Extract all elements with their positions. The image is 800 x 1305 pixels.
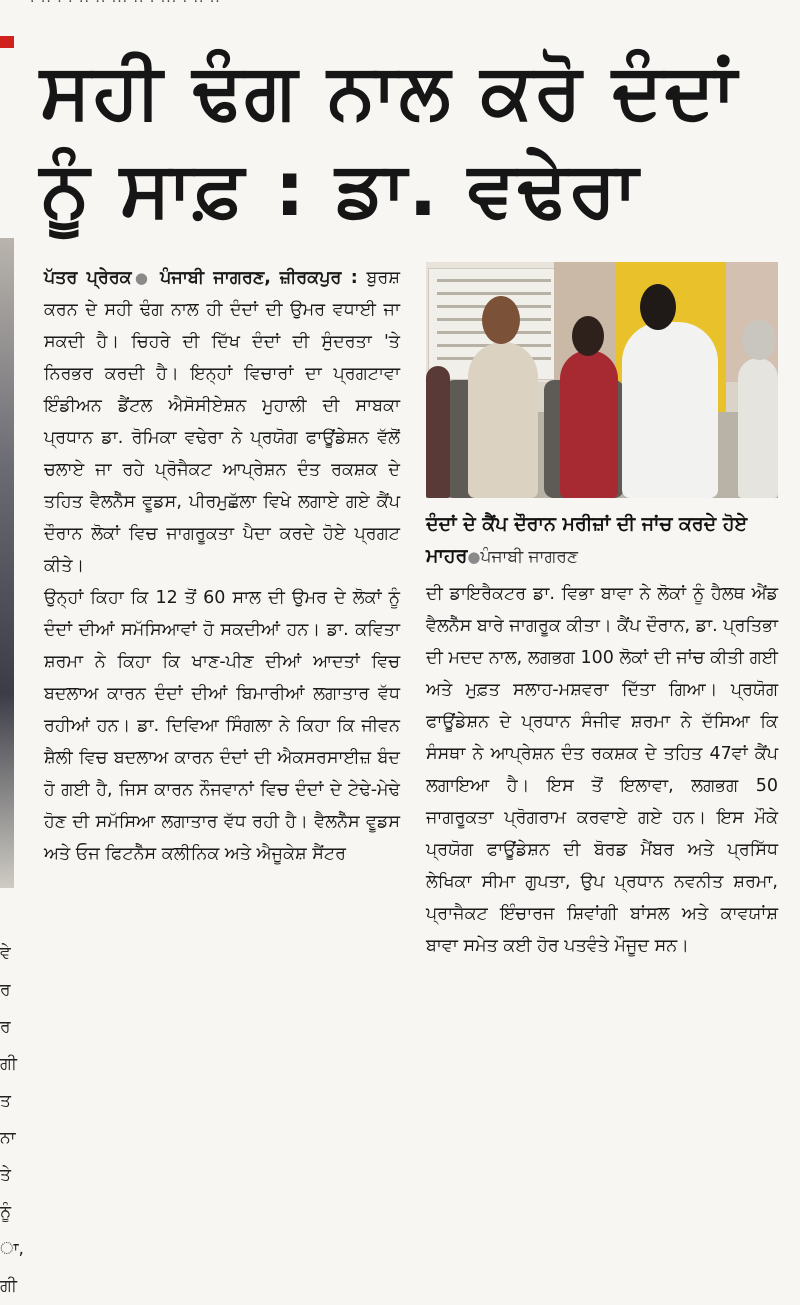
adjacent-char: ਗੀ xyxy=(0,1054,17,1074)
photo-woman-seated xyxy=(468,342,538,498)
adjacent-article-fragment xyxy=(0,220,24,1296)
byline-paper: ਪੰਜਾਬੀ ਜਾਗਰਣ, xyxy=(160,268,271,288)
red-section-marker xyxy=(0,36,14,48)
article-column-right xyxy=(426,578,778,962)
camp-photo xyxy=(426,262,778,498)
adjacent-char: ਰ xyxy=(0,1017,11,1037)
article-paragraph: ਉਨ੍ਹਾਂ ਕਿਹਾ ਕਿ 12 ਤੋਂ 60 ਸਾਲ ਦੀ ਉਮਰ ਦੇ ਲੋਕਾਂ ਨੂੰ ਦੰਦਾਂ ਦੀਆਂ ਸਮੱਸਿਆਵਾਂ ਹੋ ਸਕਦੀਆਂ ਹਨ। ਡਾ. ਕਵਿਤਾ ਸ਼ਰਮਾ ਨੇ ਕਿਹਾ ਕਿ ਖਾਣ-ਪੀਣ ਦੀਆਂ ਆਦਤਾਂ ਵਿਚ ਬਦਲਾਅ ਕਾਰਨ ਦੰਦਾਂ ਦੀਆਂ ਬਿਮਾਰੀਆਂ ਲਗਾਤਾਰ ਵੱਧ ਰਹੀਆਂ ਹਨ। ਡਾ. ਦਿਵਿਆ ਸਿੰਗਲਾ ਨੇ ਕਿਹਾ ਕਿ ਜੀਵਨ ਸ਼ੈਲੀ ਵਿਚ ਬਦਲਾਅ ਕਾਰਨ ਦੰਦਾਂ ਦੀ ਐਕਸਰਸਾਈਜ਼ ਬੰਦ ਹੋ ਗਈ ਹੈ, ਜਿਸ ਕਾਰਨ ਨੌਜਵਾਨਾਂ ਵਿਚ ਦੰਦਾਂ ਦੇ ਟੇਢੇ-ਮੇਢੇ ਹੋਣ ਦੀ ਸਮੱਸਿਆ ਲਗਾਤਾਰ ਵੱਧ ਰਹੀ ਹੈ। ਵੈਲਨੈੱਸ ਵੂਡਸ ਅਤੇ ਓਜ ਫਿਟਨੈੱਸ ਕਲੀਨਿਕ ਅਤੇ ਐਜੂਕੇਸ਼ ਸੈਂਟਰ xyxy=(44,588,400,864)
caption-dot: ● xyxy=(467,548,481,566)
adjacent-text-edge xyxy=(0,935,24,1305)
byline-dot: ● xyxy=(131,269,152,287)
article-column-left xyxy=(44,262,400,870)
adjacent-char: ਾ, xyxy=(0,1239,24,1259)
adjacent-char: ਤੇ xyxy=(0,1165,11,1185)
adjacent-char: ਵੇ xyxy=(0,943,11,963)
byline-reporter: ਪੱਤਰ ਪ੍ਰੇਰਕ xyxy=(44,268,132,288)
article-paragraph: ਦੀ ਡਾਇਰੈਕਟਰ ਡਾ. ਵਿਭਾ ਬਾਵਾ ਨੇ ਲੋਕਾਂ ਨੂੰ ਹੈਲਥ ਐਂਡ ਵੈਲਨੈੱਸ ਬਾਰੇ ਜਾਗਰੂਕ ਕੀਤਾ। ਕੈਂਪ ਦੌਰਾਨ, ਡਾ. ਪ੍ਰਤਿਭਾ ਦੀ ਮਦਦ ਨਾਲ, ਲਗਭਗ 100 ਲੋਕਾਂ ਦੀ ਜਾਂਚ ਕੀਤੀ ਗਈ ਅਤੇ ਮੁਫ਼ਤ ਸਲਾਹ-ਮਸ਼ਵਰਾ ਦਿੱਤਾ ਗਿਆ। ਪ੍ਰਯੋਗ ਫਾਊਂਡੇਸ਼ਨ ਦੇ ਪ੍ਰਧਾਨ ਸੰਜੀਵ ਸ਼ਰਮਾ ਨੇ ਦੱਸਿਆ ਕਿ ਸੰਸਥਾ ਨੇ ਆਪ੍ਰੇਸ਼ਨ ਦੰਤ ਰਕਸ਼ਕ ਦੇ ਤਹਿਤ 47ਵਾਂ ਕੈਂਪ ਲਗਾਇਆ ਹੈ। ਇਸ ਤੋਂ ਇਲਾਵਾ, ਲਗਭਗ 50 ਜਾਗਰੂਕਤਾ ਪ੍ਰੋਗਰਾਮ ਕਰਵਾਏ ਗਏ ਹਨ। ਇਸ ਮੌਕੇ ਪ੍ਰਯੋਗ ਫਾਊਂਡੇਸ਼ਨ ਦੀ ਬੋਰਡ ਮੈਂਬਰ ਅਤੇ ਪ੍ਰਸਿੱਧ ਲੇਖਿਕਾ ਸੀਮਾ ਗੁਪਤਾ, ਉਪ ਪ੍ਰਧਾਨ ਨਵਨੀਤ ਸ਼ਰਮਾ, ਪ੍ਰਾਜੈਕਟ ਇੰਚਾਰਜ ਸ਼ਿਵਾਂਗੀ ਬਾਂਸਲ ਅਤੇ ਕਾਵਯਾਂਸ਼ ਬਾਵਾ ਸਮੇਤ ਕਈ ਹੋਰ ਪਤਵੰਤੇ ਮੌਜੂਦ ਸਨ। xyxy=(426,584,778,956)
photo-credit: ਪੰਜਾਬੀ ਜਾਗਰਣ xyxy=(480,547,578,567)
photo-caption xyxy=(426,508,778,573)
headline: ਸਹੀ ਢੰਗ ਨਾਲ ਕਰੋ ਦੰਦਾਂ ਨੂੰ ਸਾਫ਼ : ਡਾ. ਵਢੇਰਾ xyxy=(40,46,739,233)
byline-place: ਜ਼ੀਰਕਪੁਰ : xyxy=(279,268,358,288)
article-paragraph: ਬੁਰਸ਼ ਕਰਨ ਦੇ ਸਹੀ ਢੰਗ ਨਾਲ ਹੀ ਦੰਦਾਂ ਦੀ ਉਮਰ ਵਧਾਈ ਜਾ ਸਕਦੀ ਹੈ। ਚਿਹਰੇ ਦੀ ਦਿੱਖ ਦੰਦਾਂ ਦੀ ਸੁੰਦਰਤਾ 'ਤੇ ਨਿਰਭਰ ਕਰਦੀ ਹੈ। ਇਨ੍ਹਾਂ ਵਿਚਾਰਾਂ ਦਾ ਪ੍ਰਗਟਾਵਾ ਇੰਡੀਅਨ ਡੈਂਟਲ ਐਸੋਸੀਏਸ਼ਨ ਮੁਹਾਲੀ ਦੀ ਸਾਬਕਾ ਪ੍ਰਧਾਨ ਡਾ. ਰੋਮਿਕਾ ਵਢੇਰਾ ਨੇ ਪ੍ਰਯੋਗ ਫਾਊਂਡੇਸ਼ਨ ਵੱਲੋਂ ਚਲਾਏ ਜਾ ਰਹੇ ਪ੍ਰੋਜੈਕਟ ਆਪ੍ਰੇਸ਼ਨ ਦੰਤ ਰਕਸ਼ਕ ਦੇ ਤਹਿਤ ਵੈਲਨੈੱਸ ਵੂਡਸ, ਪੀਰਮੁਛੱਲਾ ਵਿਖੇ ਲਗਾਏ ਗਏ ਕੈਂਪ ਦੌਰਾਨ ਲੋਕਾਂ ਵਿਚ ਜਾਗਰੂਕਤਾ ਪੈਦਾ ਕਰਦੇ ਹੋਏ ਪ੍ਰਗਟ ਕੀਤੇ। xyxy=(44,268,400,576)
cut-off-top-text: · ·· · · ·· ·· ··· ·· · ··· · ·· ·· xyxy=(30,0,221,10)
photo-caption-text: ਦੰਦਾਂ ਦੇ ਕੈਂਪ ਦੌਰਾਨ ਮਰੀਜ਼ਾਂ ਦੀ ਜਾਂਚ ਕਰਦੇ ਹੋਏ ਮਾਹਰ xyxy=(426,513,748,567)
photo-doctor xyxy=(622,322,718,498)
byline xyxy=(44,262,400,582)
photo-girl-patient xyxy=(560,350,618,498)
adjacent-char: ਨਾ xyxy=(0,1128,16,1148)
adjacent-char: ਗੀ xyxy=(0,1276,17,1296)
adjacent-char: ਰ xyxy=(0,980,11,1000)
adjacent-char: ਤ xyxy=(0,1091,11,1111)
adjacent-char: ਨੂੰ xyxy=(0,1202,12,1222)
adjacent-photo-edge xyxy=(0,238,14,888)
